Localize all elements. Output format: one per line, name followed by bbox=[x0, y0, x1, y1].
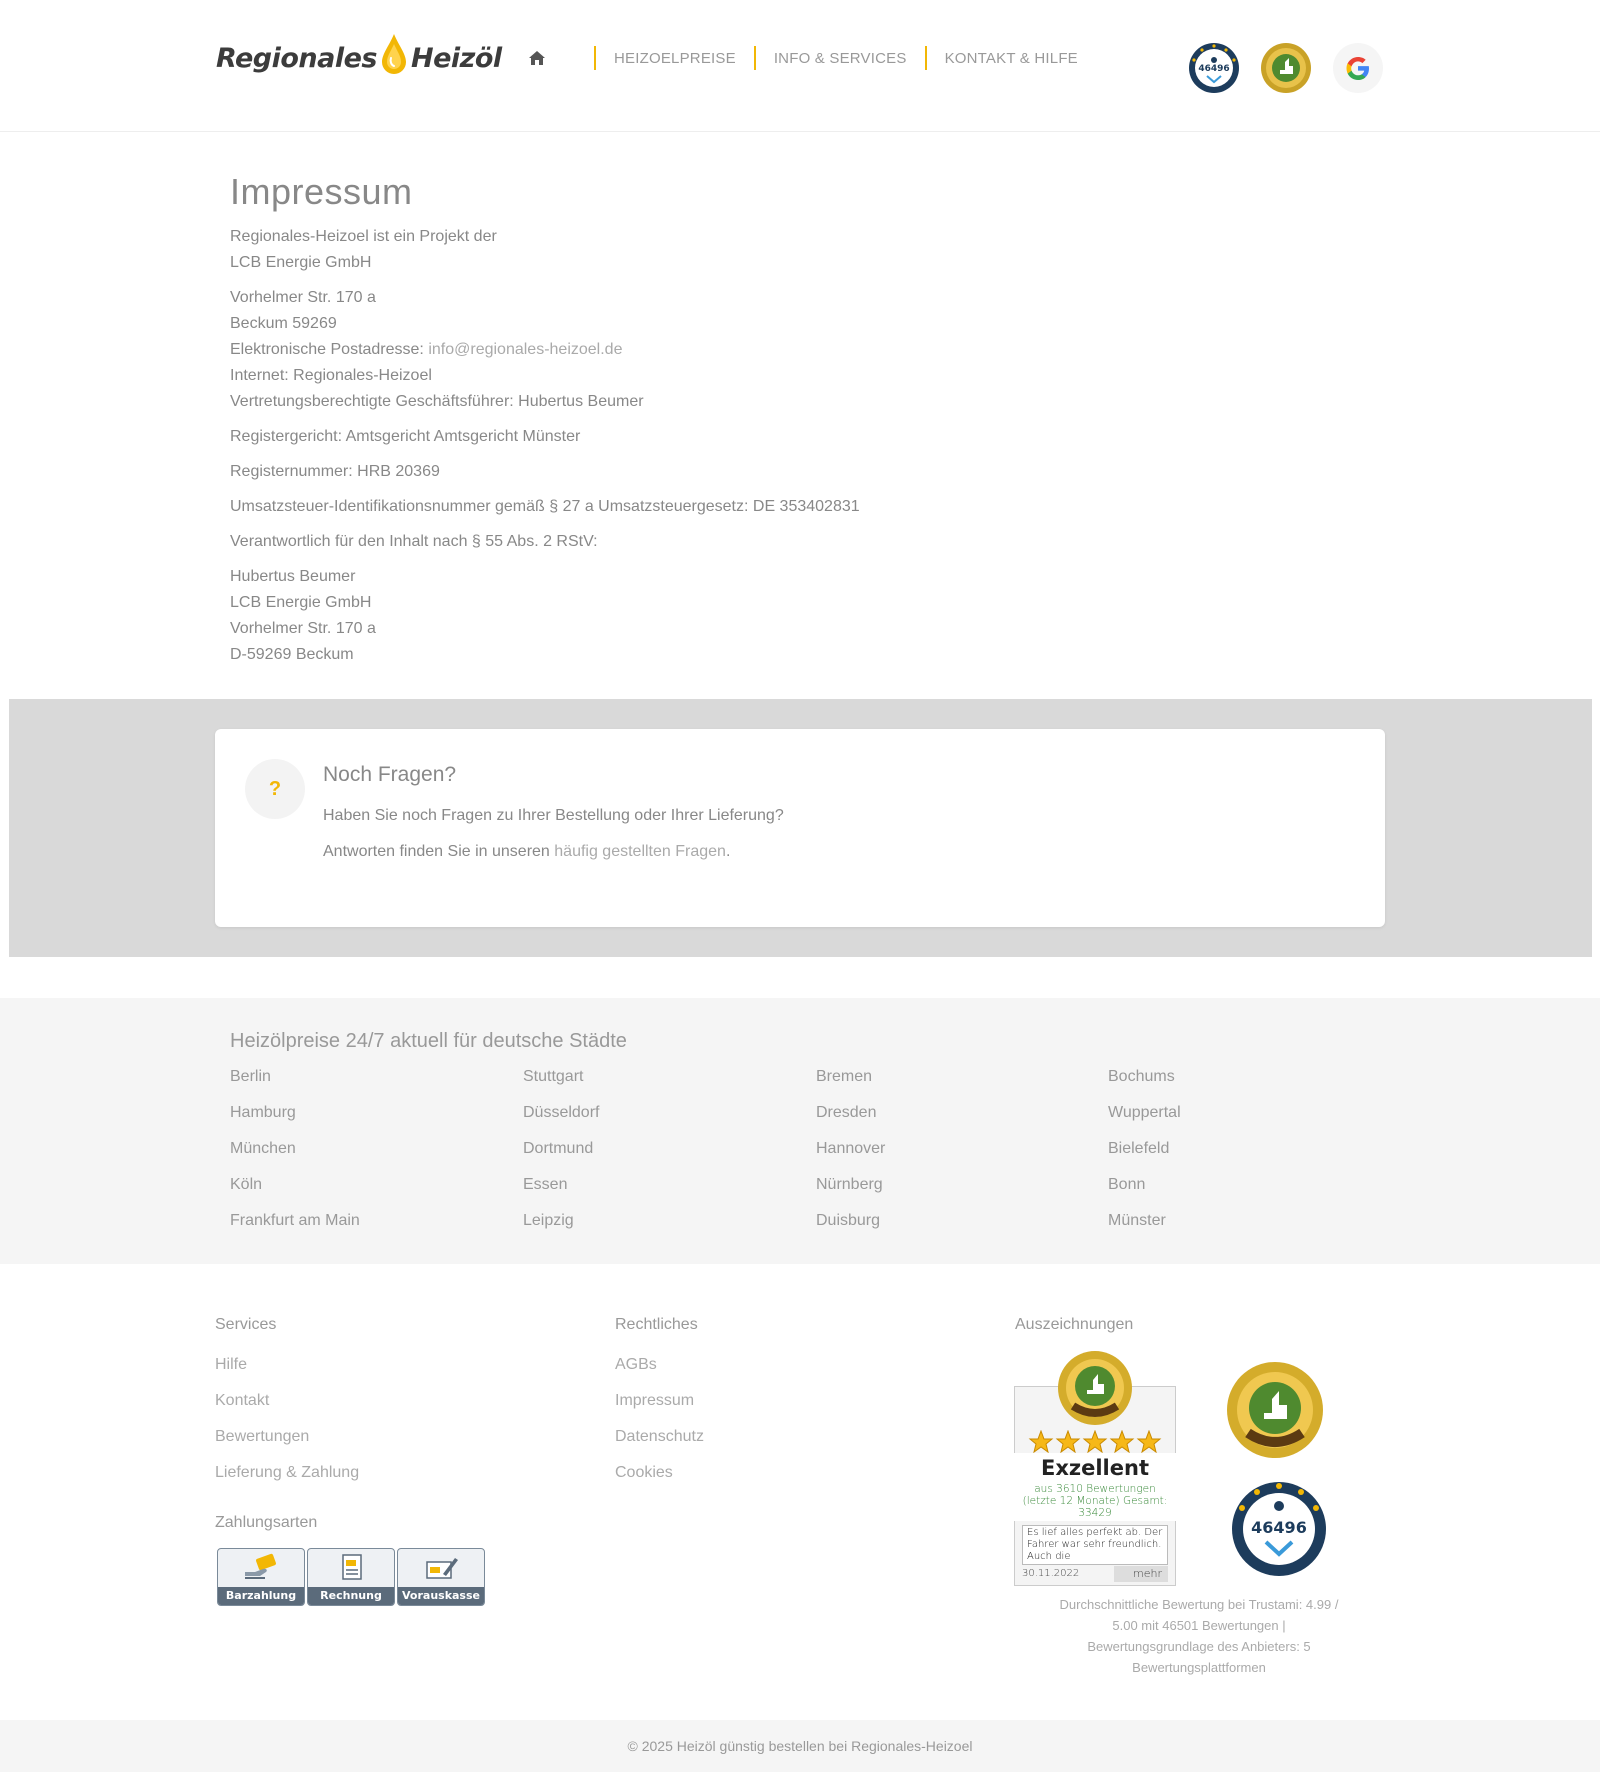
footer-services-title: Services bbox=[215, 1316, 277, 1333]
impressum-responsible: Verantwortlich für den Inhalt nach § 55 Abs. 2 RStV: bbox=[230, 533, 598, 550]
payment-vorauskasse bbox=[397, 1548, 485, 1606]
ekomi-review-date: 30.11.2022 bbox=[1022, 1568, 1080, 1579]
cities-title: Heizölpreise 24/7 aktuell für deutsche Städte bbox=[230, 1030, 627, 1052]
city-link[interactable]: München bbox=[230, 1140, 296, 1157]
payment-rechnung bbox=[307, 1548, 395, 1606]
faq-answer-suffix: . bbox=[725, 843, 731, 860]
city-link[interactable]: Köln bbox=[230, 1176, 263, 1193]
cities-section bbox=[0, 998, 1600, 1264]
faq-answer-line bbox=[323, 843, 730, 861]
footer-link-hilfe[interactable]: Hilfe bbox=[215, 1356, 248, 1373]
impressum-court: Registergericht: Amtsgericht Amtsgericht Münster bbox=[230, 428, 581, 445]
city-link[interactable]: Nürnberg bbox=[816, 1176, 883, 1193]
city-link[interactable]: Leipzig bbox=[523, 1212, 574, 1229]
payment-title: Zahlungsarten bbox=[215, 1514, 318, 1531]
faq-title: Noch Fragen? bbox=[323, 763, 457, 786]
oil-drop-icon bbox=[379, 32, 409, 76]
footer-link-kontakt[interactable]: Kontakt bbox=[215, 1392, 270, 1409]
impressum-vat-id: Umsatzsteuer-Identifikationsnummer gemäß § 27 a Umsatzsteuergesetz: DE 353402831 bbox=[230, 498, 860, 515]
city-link[interactable]: Düsseldorf bbox=[523, 1104, 600, 1121]
payment-barzahlung bbox=[217, 1548, 305, 1606]
ekomi-medal-icon bbox=[1057, 1350, 1133, 1426]
payment-label: Vorauskasse bbox=[398, 1587, 484, 1605]
impressum-city: Beckum 59269 bbox=[230, 315, 337, 332]
trustami-rating-text: Durchschnittliche Bewertung bei Trustami: 4.99 / 5.00 mit 46501 Bewertungen | Bewertungsgrundlage des Anbieters: 5 Bewertungsplattformen bbox=[1059, 1597, 1339, 1675]
city-link[interactable]: Wuppertal bbox=[1108, 1104, 1181, 1121]
invoice-icon bbox=[331, 1552, 371, 1584]
logo-text-right: Heizöl bbox=[410, 42, 502, 74]
trustami-medal-count: 46496 bbox=[1251, 1518, 1307, 1537]
question-icon: ? bbox=[245, 759, 305, 819]
star-icon bbox=[1055, 1430, 1081, 1454]
star-icon bbox=[1082, 1430, 1108, 1454]
logo-text-left: Regionales bbox=[216, 42, 377, 74]
impressum-project: Regionales-Heizoel ist ein Projekt der bbox=[230, 228, 497, 245]
footer-link-agbs[interactable]: AGBs bbox=[615, 1356, 657, 1373]
city-link[interactable]: Bochums bbox=[1108, 1068, 1175, 1085]
google-icon[interactable] bbox=[1332, 42, 1384, 94]
city-link[interactable]: Bielefeld bbox=[1108, 1140, 1170, 1157]
faq-card bbox=[215, 729, 1385, 927]
city-link[interactable]: Hamburg bbox=[230, 1104, 296, 1121]
footer-link-lieferung[interactable]: Lieferung & Zahlung bbox=[215, 1464, 360, 1481]
footer-link-datenschutz[interactable]: Datenschutz bbox=[615, 1428, 704, 1445]
city-link[interactable]: Münster bbox=[1108, 1212, 1166, 1229]
city-link[interactable]: Duisburg bbox=[816, 1212, 881, 1229]
nav-separator bbox=[925, 46, 927, 70]
city-link[interactable]: Bremen bbox=[816, 1068, 873, 1085]
site-logo[interactable] bbox=[216, 28, 502, 88]
city-link[interactable]: Berlin bbox=[230, 1068, 271, 1085]
responsible-name: Hubertus Beumer bbox=[230, 568, 356, 585]
nav-separator bbox=[594, 46, 596, 70]
footer-link-impressum[interactable]: Impressum bbox=[615, 1392, 695, 1409]
payment-label: Rechnung bbox=[308, 1587, 394, 1605]
trustami-medal-icon[interactable] bbox=[1230, 1480, 1328, 1578]
nav-info-services[interactable]: INFO & SERVICES bbox=[773, 49, 907, 67]
ekomi-rating-sub: aus 3610 Bewertungen (letzte 12 Monate) Gesamt: 33429 bbox=[1014, 1481, 1176, 1521]
faq-text: Haben Sie noch Fragen zu Ihrer Bestellung oder Ihrer Lieferung? bbox=[323, 807, 784, 824]
cash-hand-icon bbox=[241, 1552, 281, 1584]
trustami-badge-icon[interactable] bbox=[1188, 42, 1240, 94]
city-link[interactable]: Dresden bbox=[816, 1104, 877, 1121]
footer-legal bbox=[615, 1316, 704, 1500]
site-header bbox=[0, 0, 1600, 132]
main-nav bbox=[528, 44, 1078, 72]
impressum-section bbox=[230, 170, 1130, 677]
home-icon[interactable] bbox=[528, 50, 546, 66]
ekomi-review-text: Es lief alles perfekt ab. Der Fahrer war sehr freundlich. Auch die bbox=[1022, 1525, 1168, 1565]
copyright: © 2025 Heizöl günstig bestellen bei Regionales-Heizoel bbox=[0, 1720, 1600, 1772]
impressum-company: LCB Energie GmbH bbox=[230, 254, 372, 271]
impressum-email-link[interactable]: info@regionales-heizoel.de bbox=[428, 341, 623, 358]
footer-link-bewertungen[interactable]: Bewertungen bbox=[215, 1428, 310, 1445]
city-link[interactable]: Bonn bbox=[1108, 1176, 1146, 1193]
feedback-company-medal-icon[interactable] bbox=[1226, 1361, 1324, 1459]
ekomi-rating-title: Exzellent bbox=[1014, 1453, 1176, 1481]
impressum-internet: Internet: Regionales-Heizoel bbox=[230, 367, 432, 384]
ekomi-badge-icon[interactable] bbox=[1260, 42, 1312, 94]
nav-heizoelpreise[interactable]: HEIZOELPREISE bbox=[614, 49, 736, 67]
impressum-register-number: Registernummer: HRB 20369 bbox=[230, 463, 440, 480]
impressum-street: Vorhelmer Str. 170 a bbox=[230, 289, 376, 306]
star-icon bbox=[1109, 1430, 1135, 1454]
star-icon bbox=[1028, 1430, 1054, 1454]
prepayment-icon bbox=[421, 1552, 461, 1584]
faq-link[interactable]: häufig gestellten Fragen bbox=[554, 843, 726, 860]
nav-separator bbox=[754, 46, 756, 70]
footer-legal-title: Rechtliches bbox=[615, 1316, 698, 1333]
responsible-company: LCB Energie GmbH bbox=[230, 594, 372, 611]
city-link[interactable]: Dortmund bbox=[523, 1140, 594, 1157]
footer-link-cookies[interactable]: Cookies bbox=[615, 1464, 673, 1481]
responsible-city: D-59269 Beckum bbox=[230, 646, 354, 663]
footer-awards-title: Auszeichnungen bbox=[1015, 1316, 1134, 1333]
rating-stars bbox=[1028, 1430, 1162, 1454]
footer-services bbox=[215, 1316, 359, 1500]
impressum-email-label: Elektronische Postadresse: bbox=[230, 341, 429, 358]
city-link[interactable]: Stuttgart bbox=[523, 1068, 584, 1085]
star-icon bbox=[1136, 1430, 1162, 1454]
page-title: Impressum bbox=[230, 171, 413, 212]
city-grid bbox=[230, 1068, 1308, 1248]
ekomi-more-button[interactable]: mehr bbox=[1114, 1566, 1168, 1582]
nav-kontakt-hilfe[interactable]: KONTAKT & HILFE bbox=[944, 49, 1078, 67]
faq-answer-prefix: Antworten finden Sie in unseren bbox=[323, 843, 555, 860]
city-link[interactable]: Essen bbox=[523, 1176, 568, 1193]
city-link[interactable]: Frankfurt am Main bbox=[230, 1212, 360, 1229]
impressum-managers: Vertretungsberechtigte Geschäftsführer: Hubertus Beumer bbox=[230, 393, 644, 410]
trustami-badge-count: 46496 bbox=[1198, 64, 1230, 74]
payment-label: Barzahlung bbox=[218, 1587, 304, 1605]
responsible-street: Vorhelmer Str. 170 a bbox=[230, 620, 376, 637]
city-link[interactable]: Hannover bbox=[816, 1140, 886, 1157]
ekomi-widget[interactable] bbox=[1014, 1350, 1176, 1586]
header-badges bbox=[1188, 42, 1384, 94]
